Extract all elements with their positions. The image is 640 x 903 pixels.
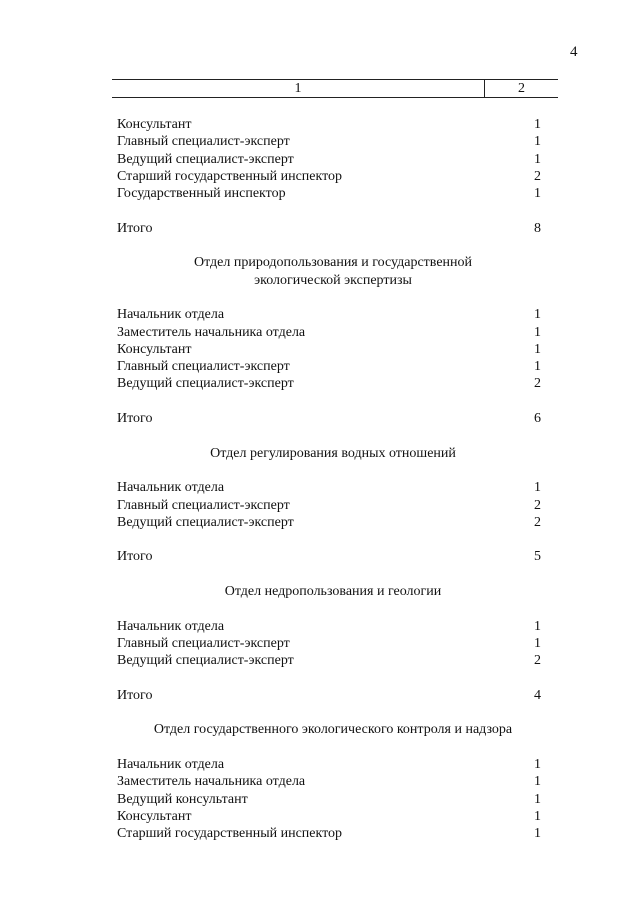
staff-sections	[117, 116, 541, 842]
table-row	[117, 116, 541, 133]
table-row	[117, 808, 541, 825]
position-count: 1	[534, 791, 541, 807]
position-count: 2	[534, 497, 541, 513]
total-value: 8	[534, 220, 541, 236]
table-row	[117, 652, 541, 669]
position-label: Заместитель начальника отдела	[117, 324, 306, 340]
table-row	[117, 375, 541, 392]
table-header-col2: 2	[518, 81, 525, 96]
spacer	[117, 393, 541, 410]
total-value: 5	[534, 549, 541, 565]
position-label: Государственный инспектор	[117, 186, 286, 202]
total-row	[117, 410, 541, 427]
total-label: Итого	[117, 220, 153, 236]
section-heading-line: Отдел регулирования водных отношений	[210, 445, 456, 461]
table-row	[117, 341, 541, 358]
position-count: 1	[534, 359, 541, 375]
position-count: 1	[534, 808, 541, 824]
total-value: 6	[534, 411, 541, 427]
total-row	[117, 548, 541, 565]
position-label: Начальник отдела	[117, 756, 225, 772]
table-row	[117, 825, 541, 842]
position-count: 1	[534, 618, 541, 634]
table-row	[117, 133, 541, 150]
table-row	[117, 358, 541, 375]
position-label: Главный специалист-эксперт	[117, 497, 290, 513]
total-row	[117, 220, 541, 237]
position-count: 2	[534, 376, 541, 392]
section-heading	[117, 583, 549, 600]
section-heading-line: Отдел недропользования и геологии	[224, 584, 442, 600]
position-label: Ведущий консультант	[117, 791, 248, 807]
total-row	[117, 687, 541, 704]
spacer	[117, 670, 541, 687]
section-heading-line: Отдел природопользования и государственной	[193, 255, 473, 271]
position-label: Начальник отдела	[117, 307, 225, 323]
table-row	[117, 168, 541, 185]
spacer	[117, 600, 541, 617]
position-label: Главный специалист-эксперт	[117, 134, 290, 150]
position-label: Ведущий специалист-эксперт	[117, 653, 294, 669]
position-label: Заместитель начальника отдела	[117, 774, 306, 790]
position-label: Старший государственный инспектор	[117, 168, 343, 184]
position-count: 1	[534, 307, 541, 323]
position-label: Консультант	[117, 341, 192, 357]
position-count: 1	[534, 774, 541, 790]
position-label: Главный специалист-эксперт	[117, 359, 290, 375]
spacer	[117, 739, 541, 756]
section	[117, 116, 541, 237]
table-row	[117, 479, 541, 496]
section-heading	[117, 445, 549, 462]
table-row	[117, 151, 541, 168]
table-row	[117, 756, 541, 773]
position-count: 1	[534, 635, 541, 651]
position-count: 1	[534, 324, 541, 340]
spacer	[117, 566, 541, 583]
table-row	[117, 324, 541, 341]
section-heading-line: экологической экспертизы	[254, 272, 412, 288]
position-count: 1	[534, 151, 541, 167]
section	[117, 427, 541, 565]
total-label: Итого	[117, 411, 153, 427]
position-count: 1	[534, 826, 541, 842]
spacer	[117, 427, 541, 444]
position-label: Начальник отдела	[117, 618, 225, 634]
total-label: Итого	[117, 549, 153, 565]
spacer	[117, 462, 541, 479]
position-label: Консультант	[117, 117, 192, 132]
table-row	[117, 618, 541, 635]
section-heading	[117, 721, 549, 738]
section-heading-line: Отдел государственного экологического контроля и надзора	[153, 722, 513, 738]
page-number: 4	[570, 44, 578, 60]
section-heading	[117, 254, 549, 289]
table-header	[112, 79, 558, 98]
position-label: Ведущий специалист-эксперт	[117, 151, 294, 167]
spacer	[117, 289, 541, 306]
position-label: Старший государственный инспектор	[117, 826, 343, 842]
table-row	[117, 497, 541, 514]
table-header-col1: 1	[112, 80, 485, 97]
position-count: 1	[534, 480, 541, 496]
position-count: 2	[534, 514, 541, 530]
table-row	[117, 791, 541, 808]
position-label: Ведущий специалист-эксперт	[117, 376, 294, 392]
position-label: Консультант	[117, 808, 192, 824]
position-count: 1	[534, 756, 541, 772]
position-count: 2	[534, 168, 541, 184]
total-value: 4	[534, 687, 541, 703]
section	[117, 704, 541, 842]
section	[117, 237, 541, 427]
spacer	[117, 202, 541, 219]
table-row	[117, 635, 541, 652]
table-row	[117, 514, 541, 531]
total-label: Итого	[117, 687, 153, 703]
table-row	[117, 306, 541, 323]
table-row	[117, 773, 541, 790]
section	[117, 566, 541, 704]
position-count: 1	[534, 341, 541, 357]
position-label: Главный специалист-эксперт	[117, 635, 290, 651]
position-count: 2	[534, 653, 541, 669]
spacer	[117, 704, 541, 721]
position-count: 1	[534, 134, 541, 150]
spacer	[117, 237, 541, 254]
position-count: 1	[534, 117, 541, 132]
position-count: 1	[534, 186, 541, 202]
position-label: Ведущий специалист-эксперт	[117, 514, 294, 530]
spacer	[117, 531, 541, 548]
table-row	[117, 185, 541, 202]
position-label: Начальник отдела	[117, 480, 225, 496]
